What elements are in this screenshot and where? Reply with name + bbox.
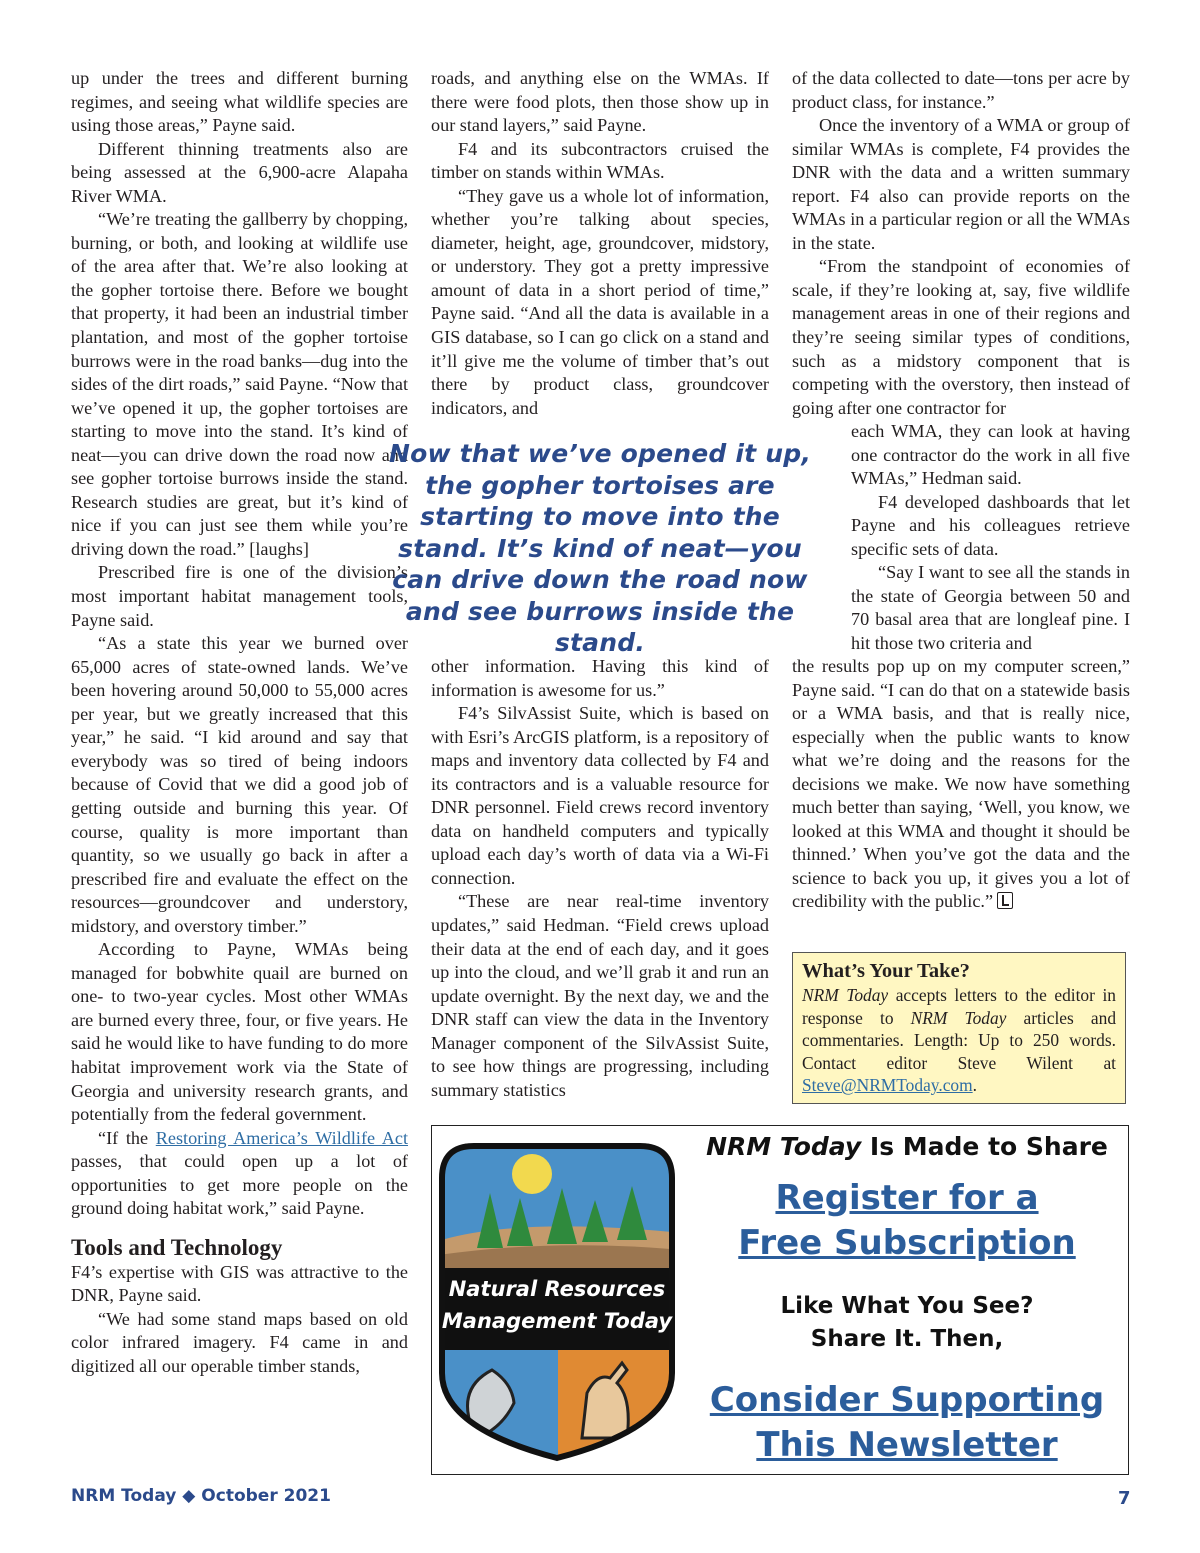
support-newsletter-link[interactable]: [687, 1378, 1127, 1468]
subscription-promo-box: [431, 1125, 1129, 1475]
publication-name: NRM Today: [910, 1007, 1007, 1028]
paragraph: According to Payne, WMAs being managed for bobwhite quail are burned on one- to two-year cycles. Most other WMAs are burned every three, four, or five years. He said he would like to have funding to do more habitat improvement work via the State of Georgia and university research grants, and potentially from the federal government.: [71, 939, 408, 1125]
paragraph: “We’re treating the gallberry by chopping, burning, or both, and looking at wildlife use of the area after that. We’re also looking at the gopher tortoise there. Before we bought that property, it had been an industrial timber plantation, and most of the gopher tortoise burrows were in the road banks—dug into the sides of the dirt roads,” said Payne. “Now that we’ve opened it up, the gopher tortoises are starting to move into the stand. It’s kind of neat—you can drive down the road now and see gopher tortoise burrows inside the stand. Research studies are great, but it’s kind of nice if you can just see them while you’re driving down the road.” [laughs]: [71, 209, 408, 559]
text-span: the results pop up on my computer screen,” Payne said. “I can do that on a statewide basis or a WMA basis, and that is really nice, especially when the public wants to know what we’re doing and the reasons for the decisions we make. We now have something much better than saying, ‘Well, you know, we looked at this WMA and thought it should be thinned.’ When you’ve got the data and the science to back you up, it gives you a lot of credibility with the public.”: [792, 656, 1130, 912]
paragraph: up under the trees and different burning regimes, and seeing what wildlife species are using those areas,” Payne said.: [71, 68, 408, 136]
paragraph: “These are near real-time inventory updates,” said Hedman. “Field crews upload their data at the end of each day, and it goes up into the cloud, and we’ll grab it and run an update overnight. By the next day, we and the DNR staff can view the data in the Inventory Manager component of the SilvAssist Suite, to see how things are progressing, including summary statistics: [431, 891, 769, 1100]
box-text: [802, 984, 1116, 1097]
text-span: “If the: [98, 1127, 156, 1148]
text-span: passes, that could open up a lot of opportunities to get more people on the ground doing habitat work,” said Payne.: [71, 1151, 408, 1219]
text-span: Like What You See?: [780, 1293, 1034, 1319]
paragraph: F4 developed dashboards that let Payne and his colleagues retrieve specific sets of data.: [851, 491, 1130, 559]
logo-line-2: Management Today: [441, 1309, 673, 1333]
paragraph: F4’s expertise with GIS was attractive to the DNR, Payne said.: [71, 1261, 408, 1306]
paragraph: Different thinning treatments also are being assessed at the 6,900-acre Alapaha River WMA.: [71, 138, 408, 206]
box-title: What’s Your Take?: [802, 960, 970, 982]
text-span: .: [972, 1075, 978, 1096]
link-line[interactable]: Register for a: [775, 1178, 1039, 1218]
link-line[interactable]: Free Subscription: [738, 1223, 1076, 1263]
pull-quote: Now that we’ve opened it up, the gopher tortoises are starting to move into the stand. It’s kind of neat—you can drive down the road now and see burrows inside the stand.: [388, 439, 812, 657]
editor-email-link[interactable]: Steve@NRMToday.com: [802, 1075, 973, 1096]
article-column-1: [71, 67, 408, 1379]
link-line[interactable]: This Newsletter: [756, 1425, 1058, 1465]
text-span: Is Made to Share: [861, 1132, 1108, 1161]
register-subscription-link[interactable]: [687, 1176, 1127, 1266]
end-mark-icon: [997, 892, 1013, 909]
paragraph: roads, and anything else on the WMAs. If there were food plots, then those show up in our stand layers,” said Payne.: [431, 68, 769, 136]
text-span: Share It. Then,: [810, 1326, 1004, 1352]
link-line[interactable]: Consider Supporting: [709, 1380, 1105, 1420]
paragraph: [71, 1127, 408, 1221]
paragraph: “We had some stand maps based on old color infrared imagery. F4 came in and digitized all our operable timber stands,: [71, 1308, 408, 1376]
paragraph: each WMA, they can look at having one contractor do the work in all five WMAs,” Hedman said.: [851, 421, 1130, 489]
paragraph: F4 and its subcontractors cruised the timber on stands within WMAs.: [431, 138, 769, 183]
paragraph: Prescribed fire is one of the division’s most important habitat management tools, Payne said.: [71, 562, 408, 630]
paragraph: F4’s SilvAssist Suite, which is based on with Esri’s ArcGIS platform, is a repository of maps and inventory data collected by F4 and its contractors and is a valuable resource for DNR personnel. Field crews record inventory data on handheld computers and typically upload each day’s worth of data via a Wi-Fi connection.: [431, 703, 769, 888]
publication-name: NRM Today: [802, 985, 889, 1005]
share-text: [687, 1290, 1127, 1356]
paragraph: “They gave us a whole lot of information, whether you’re talking about species, diameter, height, age, groundcover, midstory, or understory. They got a pretty impressive amount of data in a short period of time,” Payne said. “And all the data is available in a GIS database, so I can go click on a stand and it’ll give me the volume of timber that’s out there by product class, groundcover indicators, and: [431, 185, 769, 418]
promo-title: [687, 1132, 1127, 1161]
footer-publication: NRM Today: [71, 1486, 177, 1506]
publication-name: NRM Today: [706, 1132, 862, 1161]
article-column-3-top: [792, 67, 1130, 420]
article-column-3-middle: [851, 420, 1130, 655]
nrm-today-logo: [432, 1138, 682, 1463]
paragraph: other information. Having this kind of information is awesome for us.”: [431, 656, 769, 700]
paragraph: “As a state this year we burned over 65,000 acres of state-owned lands. We’ve been hovering around 50,000 to 55,000 acres per year, but we greatly increased that this year,” he said. “I kid around and say that everybody was so tired of being indoors because of Covid that we did a good job of getting outside and burning this year. Of course, quality is more important than quantity, so we usually go back in after a prescribed fire and evaluate the effect on the resources—groundcover and understory, midstory, and overstory timber.”: [71, 633, 408, 936]
page-number: 7: [1118, 1488, 1131, 1509]
article-column-3-bottom: [792, 655, 1130, 914]
paragraph: [792, 655, 1130, 914]
footer-date: October 2021: [201, 1486, 331, 1506]
section-heading: Tools and Technology: [71, 1234, 283, 1260]
article-column-2-bottom: [431, 655, 769, 1102]
footer-issue: [71, 1486, 331, 1506]
text-span: articles and commentaries. Length: Up to 250 words. Contact editor Steve Wilent at: [802, 1007, 1117, 1073]
logo-line-1: Natural Resources: [448, 1277, 666, 1301]
text-span: accepts letters to the editor in response to: [802, 985, 1116, 1028]
restoring-americas-wildlife-act-link[interactable]: Restoring America’s Wildlife Act: [155, 1127, 409, 1148]
diamond-icon: ◆: [182, 1486, 196, 1506]
paragraph: of the data collected to date—tons per acre by product class, for instance.”: [792, 68, 1130, 112]
paragraph: Once the inventory of a WMA or group of similar WMAs is complete, F4 provides the DNR with the data and a written summary report. F4 also can provide reports on the WMAs in a particular region or all the WMAs in the state.: [792, 115, 1130, 253]
whats-your-take-box: [792, 952, 1126, 1104]
article-column-2-top: [431, 67, 769, 420]
paragraph: “From the standpoint of economies of scale, if they’re looking at, say, five wildlife management areas in one of their regions and they’re seeing similar types of conditions, such as a midstory component that is competing with the overstory, then instead of going after one contractor for: [792, 256, 1130, 418]
paragraph: “Say I want to see all the stands in the state of Georgia between 50 and 70 basal area that are longleaf pine. I hit those two criteria and: [851, 562, 1130, 653]
